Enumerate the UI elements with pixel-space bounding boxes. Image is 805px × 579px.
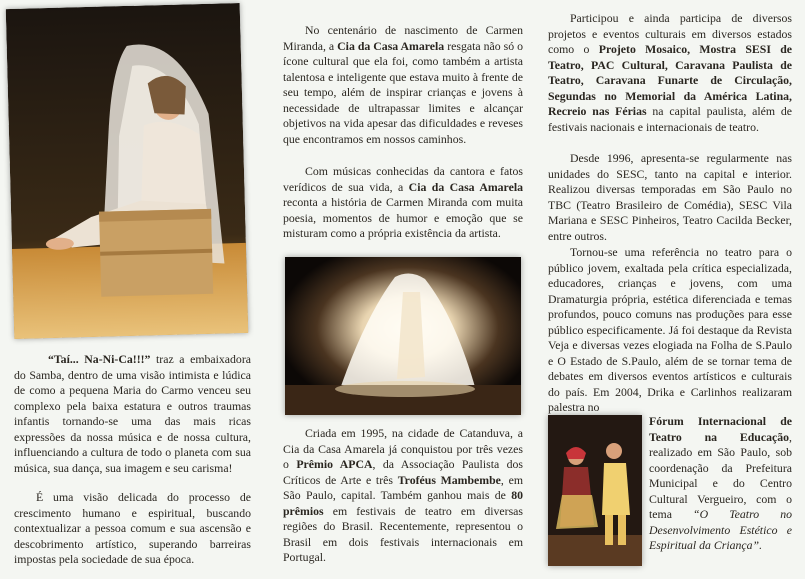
award-80-premios: 80 prêmios	[283, 488, 523, 518]
photo-two-performers-image	[548, 415, 642, 566]
forum-theme: “O Teatro no Desenvolvimento Estético e Espiritual da Criança”.	[649, 507, 793, 552]
col2-paragraph-2	[283, 164, 523, 242]
col1-paragraph-2: É uma visão delicada do processo de crescimento humano e espiritual, buscando contextualizar a pessoa comum e sua ascensão e descobrimento artístico, superando barreiras impostas pela sociedade de sua época.	[14, 490, 251, 566]
col2-p3-c: , da Associação Paulista dos Críticos de Arte e três	[283, 457, 523, 487]
col1-paragraph-1	[14, 352, 251, 476]
photo-veiled-figure-image	[285, 257, 521, 415]
col2-paragraph-1	[283, 23, 523, 147]
col2-p3-a: Criada em 1995, na cidade de Catanduva, a Cia da Casa Amarela já conquistou por três vezes o	[283, 426, 523, 471]
company-name-2: Cia da Casa Amarela	[408, 179, 523, 194]
award-mambembe: Troféus Mambembe	[397, 472, 501, 487]
col3-paragraph-1	[548, 11, 792, 135]
col3-p1-c: na capital paulista, além de festivais nacionais e internacionais de teatro.	[548, 104, 792, 134]
play-title: “Taí... Na-Ni-Ca!!!”	[48, 352, 151, 366]
col3-paragraph-3: Tornou-se uma referência no teatro para o público jovem, exaltada pela crítica especializada, educadores, crianças e jovens, com uma Dramaturgia própria, estética diferenciada e temas profundos, pouco comuns nas produções para esse público especificamente. Já foi destaque da Revista Veja e diversas vezes elogiada na Folha de S.Paulo e O Estado de S.Paulo, além de se tornar tema de debates em diversos eventos artísticos e culturais do país. Em 2004, Drika e Carlinhos realizaram palestra no	[548, 245, 792, 414]
col3-paragraph-2: Desde 1996, apresenta-se regularmente nas unidades do SESC, tanto na capital e interior. Realizou diversas temporadas em São Paulo no TBC (Teatro Brasileiro de Comédia), SESC Vila Mariana e SESC Pinheiros, Teatro Cacilda Becker, entre outros.	[548, 151, 792, 243]
col2-p3-e: , em São Paulo, capital. Também ganhou mais de	[283, 472, 524, 502]
col3-paragraph-4	[649, 414, 792, 554]
col2-p3-g: em festivais de teatro em diversas regiões do Brasil. Recentemente, representou o Brasil em dois festivais internacionais em Portugal.	[283, 503, 524, 564]
col2-p1-a: No centenário de nascimento de Carmen Miranda, a	[283, 23, 523, 53]
projects-list: Projeto Mosaico, Mostra SESI de Teatro, PAC Cultural, Caravana Paulista de Teatro, Caravana Funarte de Circulação, Segundas no Memorial da América Latina, Recreio nas Férias	[548, 42, 793, 118]
photo-girl-on-chest	[6, 3, 249, 339]
forum-name: Fórum Internacional de Teatro na Educação	[649, 414, 792, 444]
photo-veiled-figure	[285, 257, 521, 415]
col2-paragraph-3	[283, 426, 523, 566]
col2-p2-c: reconta a história de Carmen Miranda com muita poesia, momentos de humor e emoção que se misturam como a própria existência da artista.	[283, 195, 523, 240]
col3-p1-a: Participou e ainda participa de diversos projetos e eventos culturais em diversos estados como o	[548, 11, 792, 56]
company-name: Cia da Casa Amarela	[337, 38, 445, 53]
col3-p4-b: , realizado em São Paulo, sob coordenação da Prefeitura Municipal e do Centro Cultural Vergueiro, com o tema	[649, 429, 792, 521]
photo-two-performers	[548, 415, 642, 566]
col1-paragraph-1-text: traz a embaixadora do Samba, dentro de uma visão intimista e lúdica de como a pequena Maria do Carmo venceu seu complexo pela baixa estatura e outros traumas infantis tornando-se uma das mais ricas expressões da nossa música e de nossa cultura, influenciando a cultura de todo o planeta com sua música, sua dança, sua imagem e seu carisma!	[14, 352, 251, 475]
col2-p1-c: resgata não só o ícone cultural que ela foi, como também a artista talentosa e inteligente que estava muito à frente de seu tempo, além de inspirar crianças e jovens à necessidade de ultrapassar limites e alcançar objetivos na vida apesar das dificuldades e reveses que encontramos em nossos caminhos.	[283, 38, 523, 146]
award-apca: Prêmio APCA	[296, 457, 373, 471]
photo-girl-on-chest-image	[6, 3, 249, 339]
col2-p2-a: Com músicas conhecidas da cantora e fatos verídicos de sua vida, a	[283, 164, 523, 194]
